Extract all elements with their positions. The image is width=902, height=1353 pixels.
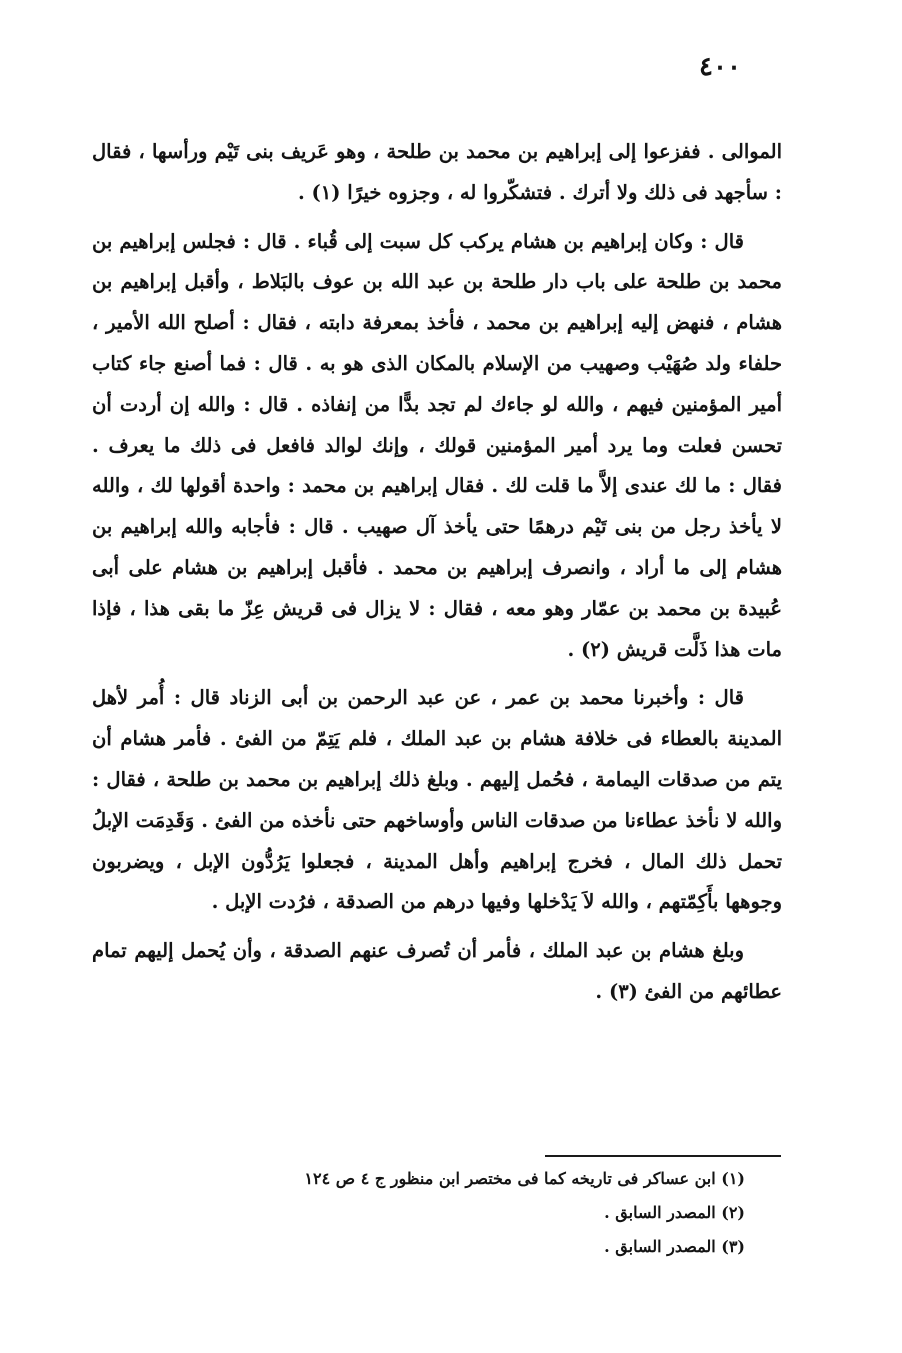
footnote-1: (١) ابن عساكر فى تاريخه كما فى مختصر ابن منظور ج ٤ ص ١٢٤ [304,1169,745,1188]
paragraph-3: قال : وأخبرنا محمد بن عمر ، عن عبد الرحمن بن أبى الزناد قال : أُمر لأهل المدينة بالعطاء فى خلافة هشام بن عبد الملك ، فلم يَتِمّ من الفئ . فأمر هشام أن يتم من صدقات اليمامة ، فحُمل إليهم . وبلغ ذلك إبراهيم بن محمد بن طلحة ، فقال : والله لا نأخذ عطاءنا من صدقات الناس وأوساخهم حتى نأخذه من الفئ . وَقَدِمَت الإبلُ تحمل ذلك المال ، فخرج إبراهيم وأهل المدينة ، فجعلوا يَرُدُّون الإبل ، ويضربون وجوهها بأَكِمّتهم ، والله لاَ يَدْخلها وفيها درهم من الصدقة ، فرُدت الإبل . [92,686,782,914]
page-body [92,132,782,1021]
paragraph-2: قال : وكان إبراهيم بن هشام يركب كل سبت إلى قُباء . قال : فجلس إبراهيم بن محمد بن طلحة على باب دار طلحة بن عبد الله بن عوف بالبَلاط ، وأقبل إبراهيم بن هشام ، فنهض إليه إبراهيم بن محمد ، فأخذ بمعرفة دابته ، فقال : أصلح الله الأمير ، حلفاء ولد صُهَيْب وصهيب من الإسلام بالمكان الذى هو به . قال : فما أصنع جاء كتاب أمير المؤمنين فيهم ، والله لو جاءك لم تجد بدًّا من إنفاذه . قال : والله إن أردت أن تحسن فعلت وما يرد أمير المؤمنين قولك ، وإنك لوالد فافعل فى ذلك ما يعرف . فقال : ما لك عندى إلاَّ ما قلت لك . فقال إبراهيم بن محمد : واحدة أقولها لك ، والله لا يأخذ رجل من بنى تَيْم درهمًا حتى يأخذ آل صهيب . قال : فأجابه والله إبراهيم بن هشام إلى ما أراد ، وانصرف إبراهيم بن محمد . فأقبل إبراهيم بن هشام على أبى عُبيدة بن محمد بن عمّار وهو معه ، فقال : لا يزال فى قريش عِزّ ما بقى هذا ، فإذا مات هذا ذَلَّت قريش (٢) . [92,229,782,661]
paragraph-4: وبلغ هشام بن عبد الملك ، فأمر أن تُصرف عنهم الصدقة ، وأن يُحمل إليهم تمام عطائهم من الفئ (٣) . [92,939,782,1003]
paragraph-1: الموالى . ففزعوا إلى إبراهيم بن محمد بن طلحة ، وهو عَريف بنى تَيْم ورأسها ، فقال : سأجهد فى ذلك ولا أترك . فتشكّروا له ، وجزوه خيرًا (١) . [92,140,782,204]
footnote-2: (٢) المصدر السابق . [604,1203,745,1222]
footnotes [200,1162,745,1264]
footnote-divider [545,1155,781,1157]
page-number: ٤٠٠ [699,52,741,82]
footnote-3: (٣) المصدر السابق . [604,1237,745,1256]
